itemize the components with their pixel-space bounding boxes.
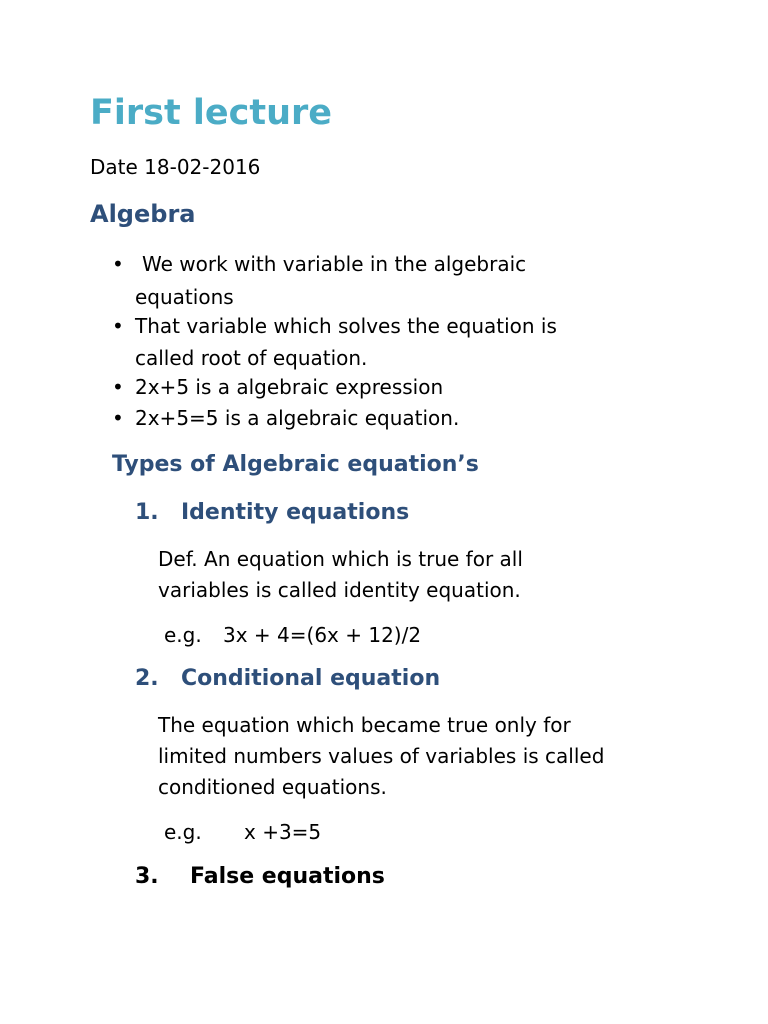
definition-line: variables is called identity equation. [158, 578, 521, 602]
example-equation: 3x + 4=(6x + 12)/2 [223, 623, 422, 647]
example-equation: x +3=5 [244, 820, 322, 844]
section-title: Conditional equation [181, 666, 441, 691]
list-item-line: 2x+5=5 is a algebraic equation. [135, 406, 460, 430]
list-item-line: We work with variable in the algebraic [142, 252, 527, 276]
list-item-line: That variable which solves the equation is [135, 314, 557, 338]
example-label: e.g. [164, 820, 202, 844]
bullet-marker: • [112, 375, 124, 399]
definition-line: limited numbers values of variables is called [158, 744, 605, 768]
section-title: Identity equations [181, 500, 410, 525]
list-item-line: called root of equation. [135, 346, 368, 370]
section-number: 1. [135, 500, 159, 525]
bullet-marker: • [112, 252, 124, 276]
lecture-date: Date 18-02-2016 [90, 155, 261, 179]
bullet-marker: • [112, 406, 124, 430]
section-number: 2. [135, 666, 159, 691]
definition-line: The equation which became true only for [158, 713, 571, 737]
definition-line: conditioned equations. [158, 775, 387, 799]
bullet-marker: • [112, 314, 124, 338]
page-title: First lecture [90, 93, 333, 133]
section-number: 3. [135, 864, 159, 889]
section-heading-algebra: Algebra [90, 200, 196, 228]
subheading-types: Types of Algebraic equation’s [112, 452, 479, 477]
definition-line: Def. An equation which is true for all [158, 547, 523, 571]
list-item-line: equations [135, 285, 234, 309]
example-label: e.g. [164, 623, 202, 647]
list-item-line: 2x+5 is a algebraic expression [135, 375, 444, 399]
section-title: False equations [190, 864, 385, 889]
